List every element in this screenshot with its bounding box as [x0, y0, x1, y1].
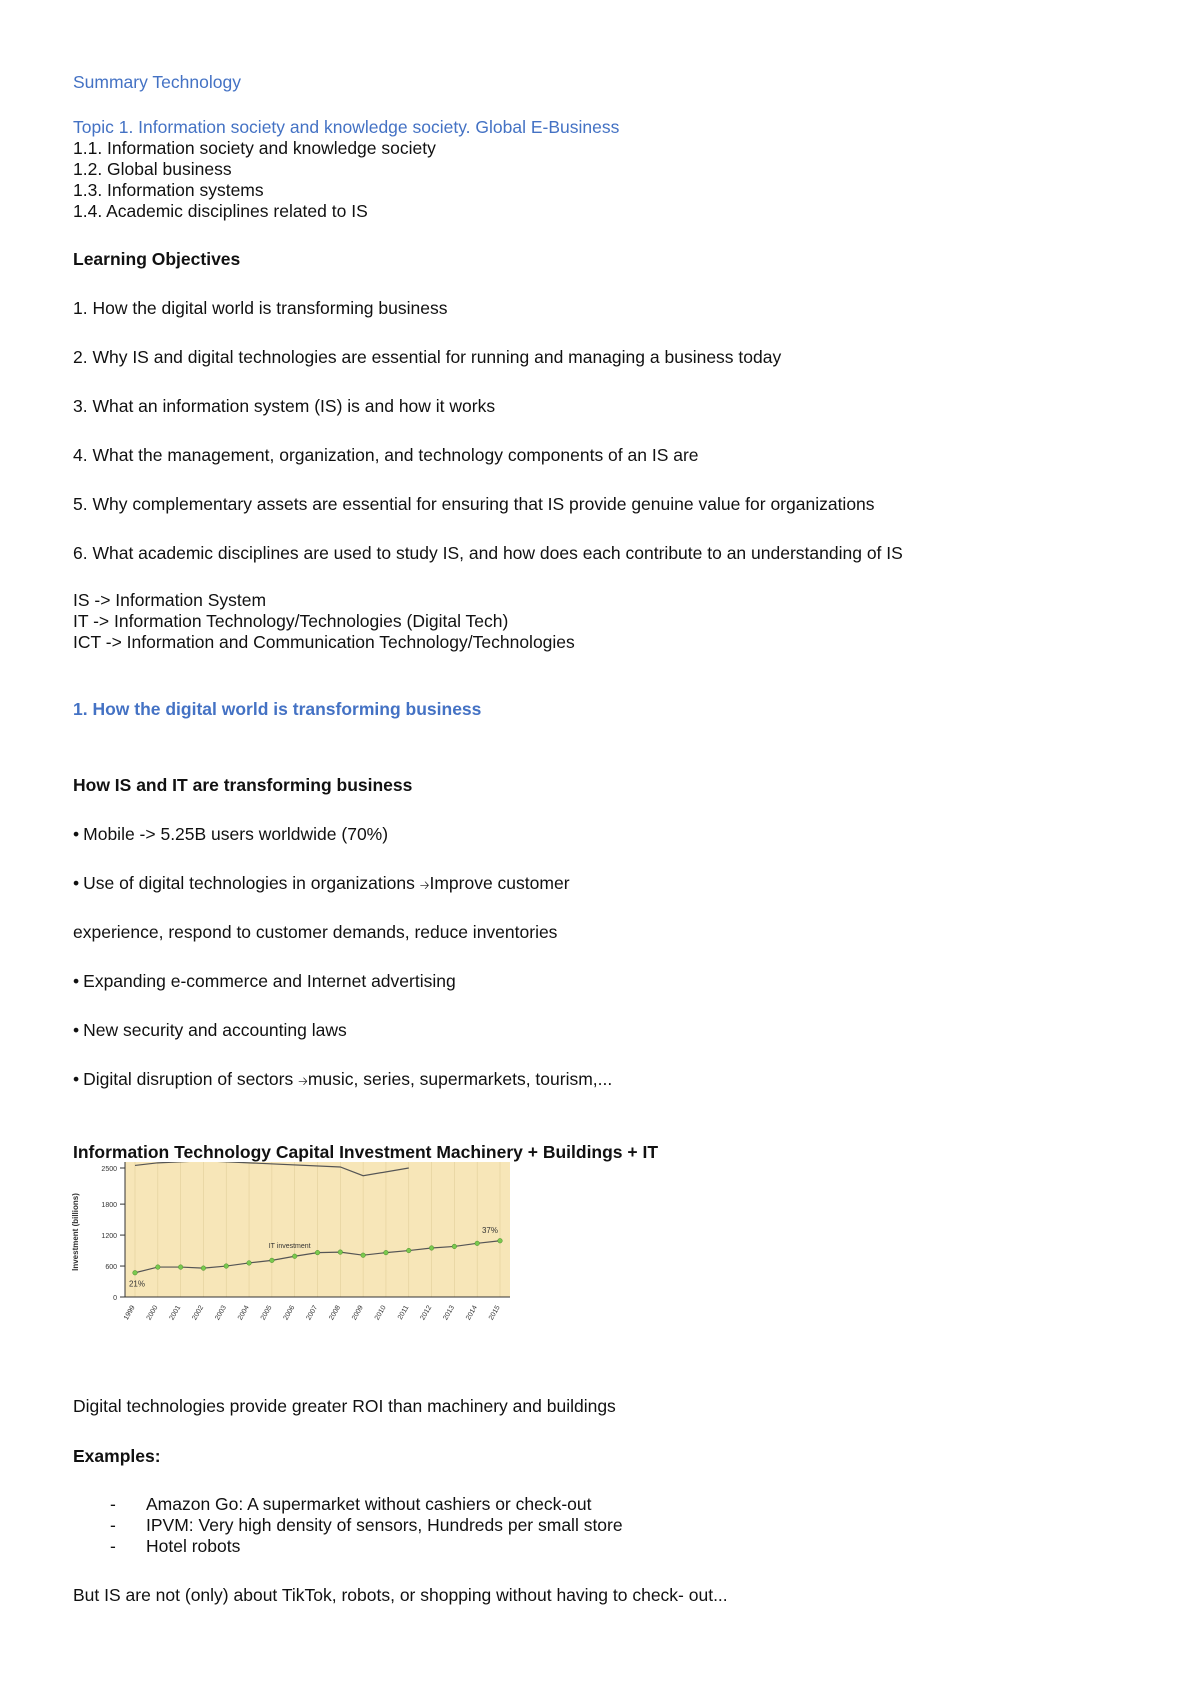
document-title: Summary Technology [73, 72, 241, 92]
closing-text: But IS are not (only) about TikTok, robots, or shopping without having to check- out... [73, 1585, 728, 1605]
chart-annotation: 37% [481, 1225, 499, 1235]
chart-x-tick-label: 2012 [419, 1304, 434, 1322]
topic-item: 1.1. Information society and knowledge society [73, 138, 436, 158]
chart-data-point [384, 1250, 389, 1255]
chart-data-point [475, 1241, 480, 1246]
bullet-text: Mobile -> 5.25B users worldwide (70%) [83, 824, 389, 844]
chart-y-tick-label: 1800 [101, 1202, 117, 1210]
chart-data-point [270, 1258, 275, 1263]
acronym-line: ICT -> Information and Communication Technology/Technologies [73, 632, 575, 652]
chart-x-tick-label: 2014 [465, 1304, 479, 1322]
chart-data-point [247, 1261, 252, 1266]
chart-data-point [201, 1266, 206, 1271]
chart-x-tick-label: 2004 [236, 1304, 251, 1322]
chart-data-point [178, 1265, 183, 1270]
chart-x-tick-label: 2007 [305, 1304, 320, 1322]
chart-y-tick-label: 1200 [101, 1233, 117, 1241]
dash-bullet: - [110, 1515, 116, 1535]
bullet-text: Use of digital technologies in organizations [83, 873, 415, 893]
bullet-symbol: • [73, 971, 80, 991]
chart-y-tick-label: 0 [113, 1295, 117, 1302]
chart-x-tick-label: 2003 [214, 1304, 228, 1322]
chart-data-point [406, 1248, 411, 1253]
example-item: Hotel robots [146, 1536, 241, 1556]
objective-item: 4. What the management, organization, and technology components of an IS are [73, 445, 699, 465]
dash-bullet: - [110, 1536, 116, 1556]
examples-heading: Examples: [73, 1446, 161, 1466]
objective-item: 5. Why complementary assets are essential for ensuring that IS provide genuine value for organizations [73, 494, 875, 514]
section-heading: 1. How the digital world is transforming business [73, 699, 482, 719]
chart-data-point [361, 1253, 366, 1258]
chart-annotation: 21% [128, 1279, 146, 1289]
objective-item: 1. How the digital world is transforming business [73, 298, 448, 318]
section-subheading: How IS and IT are transforming business [73, 775, 413, 795]
bullet-item [73, 824, 388, 845]
chart-data-point [315, 1250, 320, 1255]
bullet-symbol: • [73, 873, 80, 893]
bullet-symbol: • [73, 824, 80, 844]
chart-x-tick-label: 2010 [373, 1304, 388, 1322]
chart-x-tick-label: 2000 [145, 1304, 160, 1322]
chart-x-tick-label: 1999 [122, 1304, 137, 1322]
arrow-icon: 🡢 [298, 1074, 308, 1088]
chart-x-tick-label: 2005 [259, 1304, 274, 1322]
chart-y-tick-label: 600 [105, 1264, 117, 1272]
chart-data-point [292, 1254, 297, 1259]
bullet-symbol: • [73, 1020, 80, 1040]
chart-y-tick-label: 2500 [101, 1166, 117, 1173]
bullet-item [73, 1020, 347, 1041]
bullet-text: Digital disruption of sectors [83, 1069, 294, 1089]
chart-x-tick-label: 2011 [396, 1304, 411, 1322]
chart-data-point [224, 1264, 229, 1269]
chart-data-point [452, 1244, 457, 1249]
acronym-line: IS -> Information System [73, 590, 267, 610]
dash-bullet: - [110, 1494, 116, 1514]
topic-heading: Topic 1. Information society and knowledge society. Global E-Business [73, 117, 620, 137]
roi-text: Digital technologies provide greater ROI than machinery and buildings [73, 1396, 616, 1416]
bullet-symbol: • [73, 1069, 80, 1089]
bullet-text: Expanding e-commerce and Internet advertising [83, 971, 456, 991]
example-item: IPVM: Very high density of sensors, Hundreds per small store [146, 1515, 623, 1535]
objective-item: 3. What an information system (IS) is and how it works [73, 396, 496, 416]
bullet-text: music, series, supermarkets, tourism,... [307, 1069, 613, 1089]
chart-x-tick-label: 2009 [351, 1304, 365, 1322]
chart-x-tick-label: 2015 [487, 1304, 502, 1322]
objective-item: 6. What academic disciplines are used to study IS, and how does each contribute to an understanding of IS [73, 543, 903, 563]
chart-data-point [498, 1238, 503, 1243]
chart-y-axis-label: Investment (billions) [71, 1193, 80, 1271]
bullet-text: Improve customer [429, 873, 570, 893]
chart-x-tick-label: 2001 [168, 1304, 183, 1322]
objective-item: 2. Why IS and digital technologies are essential for running and managing a business today [73, 347, 782, 367]
chart-series-label: IT investment [268, 1243, 311, 1251]
chart-data-point [156, 1265, 161, 1270]
bullet-item [73, 873, 570, 896]
topic-item: 1.2. Global business [73, 159, 232, 179]
bullet-item [73, 971, 456, 992]
topic-item: 1.4. Academic disciplines related to IS [73, 201, 368, 221]
chart-x-tick-label: 2006 [282, 1304, 297, 1322]
bullet-item [73, 1069, 612, 1092]
arrow-icon: 🡢 [419, 878, 430, 892]
topic-item: 1.3. Information systems [73, 180, 264, 200]
bullet-text: New security and accounting laws [83, 1020, 347, 1040]
chart-data-point [133, 1270, 138, 1275]
example-item: Amazon Go: A supermarket without cashiers or check-out [146, 1494, 592, 1514]
chart-x-tick-label: 2002 [191, 1304, 206, 1322]
chart-data-point [429, 1246, 434, 1251]
bullet-continuation: experience, respond to customer demands, reduce inventories [73, 922, 558, 942]
acronym-line: IT -> Information Technology/Technologies (Digital Tech) [73, 611, 509, 631]
it-investment-chart [70, 1162, 520, 1347]
chart-heading: Information Technology Capital Investment Machinery + Buildings + IT [73, 1142, 659, 1162]
chart-x-tick-label: 2008 [328, 1304, 343, 1322]
chart-data-point [338, 1250, 343, 1255]
objectives-heading: Learning Objectives [73, 249, 241, 269]
chart-x-tick-label: 2013 [442, 1304, 457, 1322]
